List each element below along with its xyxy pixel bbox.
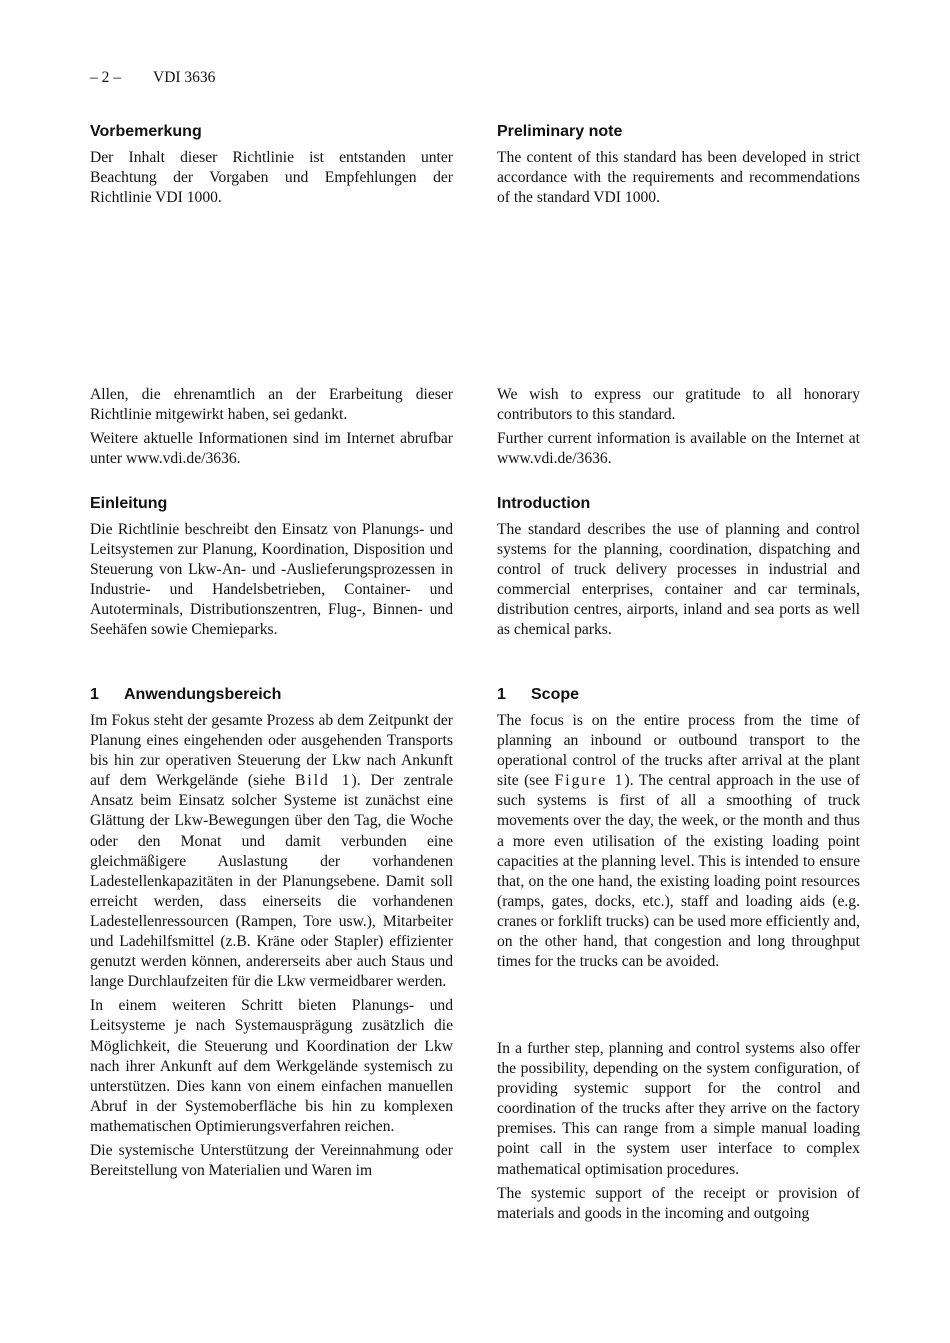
- paragraph: Allen, die ehrenamtlich an der Erarbeitung dieser Richtlinie mitgewirkt haben, sei gedankt.: [90, 386, 453, 424]
- page-number: – 2 –: [90, 69, 121, 86]
- section-heading: [90, 685, 453, 705]
- scope-section-en: [497, 685, 860, 976]
- paragraph: Im Fokus steht der gesamte Prozess ab dem Zeitpunkt der Planung eines eingehenden oder ausgehenden Transports bis hin zur operativen Steuerung der Lkw nach Ankunft auf dem Werkgelände (siehe Bild 1). Der zentrale Ansatz beim Einsatz solcher Systeme ist zunächst eine Glättung der Lkw-Bewegungen über den Tag, die Woche oder den Monat und damit verbunden eine gleichmäßigere Auslastung der vorhandenen Ladestellenkapazitäten in der Planungsebene. Damit soll erreicht werden, dass einerseits die vorhandenen Ladestellenressourcen (Rampen, Tore usw.), Mitarbeiter und Ladehilfsmittel (z.B. Kräne oder Stapler) effizienter genutzt werden können, andererseits aber auch Staus und lange Durchlaufzeiten für die Lkw vermeidbarer werden.: [90, 712, 454, 991]
- acknowledgement-section-en: [497, 385, 860, 473]
- section-heading: [497, 685, 860, 705]
- section-heading: Einleitung: [90, 495, 168, 512]
- paragraph: The content of this standard has been developed in strict accordance with the requirements and recommendations of the standard VDI 1000.: [497, 149, 860, 207]
- introduction-section-de: [90, 494, 453, 645]
- section-heading: Introduction: [497, 495, 591, 512]
- section-title: Anwendungsbereich: [124, 686, 282, 703]
- page-header: [90, 68, 215, 88]
- figure-reference: Figure 1: [554, 772, 625, 790]
- preliminary-section-de: [90, 122, 453, 212]
- section-number: 1: [497, 686, 506, 703]
- scope-continuation-en: [497, 1039, 860, 1228]
- paragraph: Die Richtlinie beschreibt den Einsatz von Planungs- und Leitsystemen zur Planung, Koordination, Disposition und Steuerung von Lkw-An- und -Auslieferungsprozessen in Industrie- und Handelsbetrieben, Container- und Autoterminals, Distributionszentren, Flug-, Binnen- und Seehäfen sowie Chemieparks.: [90, 521, 453, 639]
- paragraph: In a further step, planning and control systems also offer the possibility, depending on the system configuration, of providing systemic support for the control and coordination of the trucks after they arrive on the factory premises. This can range from a simple manual loading point call in the system user interface to complex mathematical optimisation procedures.: [497, 1040, 860, 1178]
- section-number: 1: [90, 686, 99, 703]
- scope-section-de: [90, 685, 453, 1185]
- paragraph: The standard describes the use of planning and control systems for the planning, coordination, dispatching and control of truck delivery processes in industrial and commercial enterprises, container and car terminals, distribution centres, airports, inland and sea ports as well as chemical parks.: [497, 521, 860, 639]
- paragraph: The focus is on the entire process from the time of planning an inbound or outbound transport to the operational control of the trucks after arrival at the plant site (see Figure 1). The central approach in the use of such systems is first of all a smoothing of truck movements over the day, the week, or the month and thus a more even utilisation of the existing loading point capacities at the planning level. This is intended to ensure that, on the one hand, the existing loading point resources (ramps, gates, docks, etc.), staff and loading aids (e.g. cranes or forklift trucks) can be used more efficiently and, on the other hand, that congestion and long throughput times for the trucks can be avoided.: [497, 712, 860, 971]
- section-heading: Preliminary note: [497, 123, 623, 140]
- section-title: Scope: [531, 686, 580, 703]
- figure-reference: Bild 1: [294, 772, 352, 790]
- paragraph: In einem weiteren Schritt bieten Planungs- und Leitsysteme je nach Systemausprägung zusätzlich die Möglichkeit, die Steuerung und Koordination der Lkw nach ihrer Ankunft auf dem Werkgelände systemisch zu unterstützen. Dies kann von einem einfachen manuellen Abruf in der Systemoberfläche bis hin zu komplexen mathematischen Optimierungsverfahren reichen.: [90, 997, 453, 1135]
- introduction-section-en: [497, 494, 860, 645]
- paragraph: The systemic support of the receipt or provision of materials and goods in the incoming and outgoing: [497, 1184, 860, 1222]
- paragraph: Der Inhalt dieser Richtlinie ist entstanden unter Beachtung der Vorgaben und Empfehlungen der Richtlinie VDI 1000.: [90, 149, 453, 207]
- preliminary-section-en: [497, 122, 860, 212]
- paragraph: Die systemische Unterstützung der Vereinnahmung oder Bereitstellung von Materialien und Waren im: [90, 1141, 453, 1180]
- paragraph: Further current information is available on the Internet at www.vdi.de/3636.: [497, 430, 860, 468]
- paragraph: We wish to express our gratitude to all honorary contributors to this standard.: [497, 386, 860, 424]
- document-id: VDI 3636: [153, 69, 216, 86]
- acknowledgement-section-de: [90, 385, 453, 473]
- paragraph: Weitere aktuelle Informationen sind im Internet abrufbar unter www.vdi.de/3636.: [90, 430, 453, 468]
- section-heading: Vorbemerkung: [90, 123, 202, 140]
